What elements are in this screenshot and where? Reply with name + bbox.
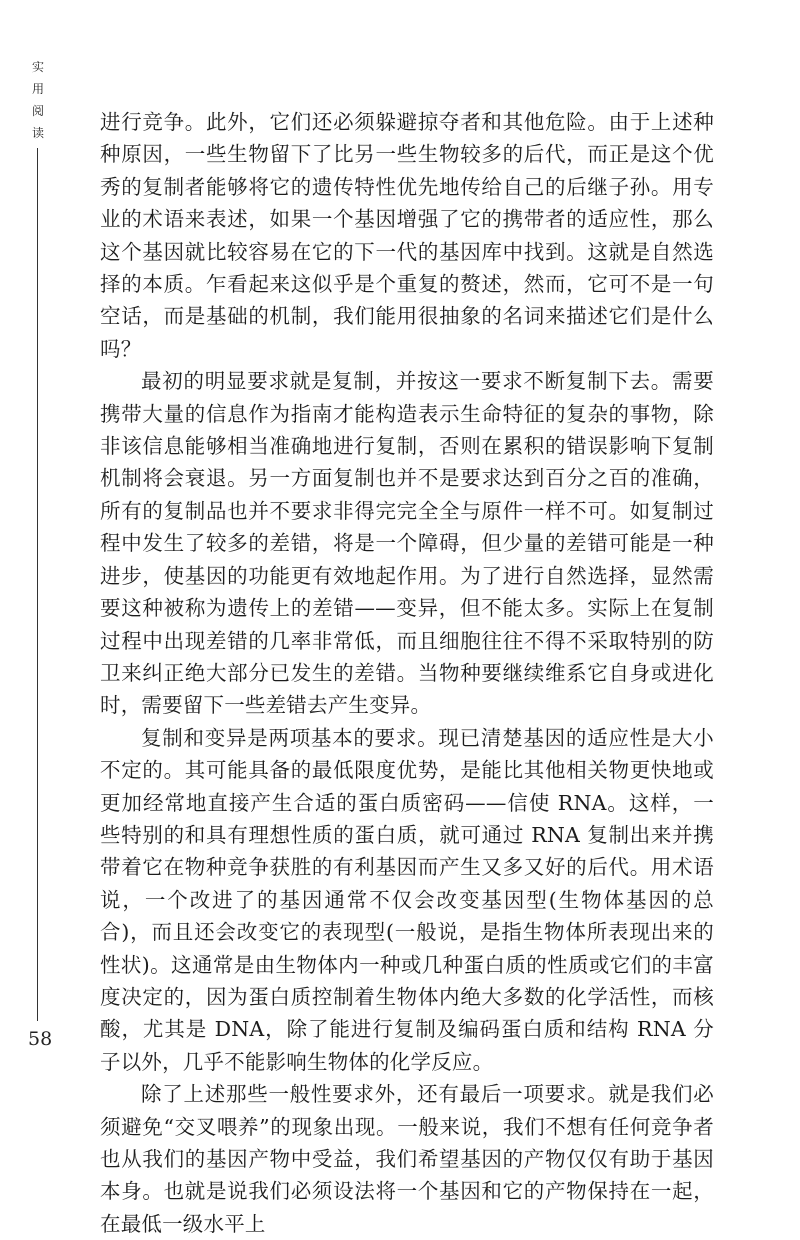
page-body <box>100 106 714 1240</box>
paragraph: 进行竞争。此外，它们还必须躲避掠夺者和其他危险。由于上述种种原因，一些生物留下了比另一些生物较多的后代，而正是这个优秀的复制者能够将它的遗传特性优先地传给自己的后继子孙。用专业的术语来表述，如果一个基因增强了它的携带者的适应性，那么这个基因就比较容易在它的下一代的基因库中找到。这就是自然选择的本质。乍看起来这似乎是个重复的赘述，然而，它可不是一句空话，而是基础的机制，我们能用很抽象的名词来描述它们是什么吗？ <box>100 110 714 361</box>
section-label-char: 实 <box>31 60 44 74</box>
paragraph: 复制和变异是两项基本的要求。现已清楚基因的适应性是大小不定的。其可能具备的最低限度优势，是能比其他相关物更快地或更加经常地直接产生合适的蛋白质密码——信使 RNA。这样，一些特别的和具有理想性质的蛋白质，就可通过 RNA 复制出来并携带着它在物种竞争获胜的有利基因而产生又多又好的后代。用术语说，一个改进了的基因通常不仅会改变基因型(生物体基因的总合)，而且还会改变它的表现型(一般说，是指生物体所表现出来的性状)。这通常是由生物体内一种或几种蛋白质的性质或它们的丰富度决定的，因为蛋白质控制着生物体内绝大多数的化学活性，而核酸，尤其是 DNA，除了能进行复制及编码蛋白质和结构 RNA 分子以外，几乎不能影响生物体的化学反应。 <box>100 725 714 1074</box>
side-rule <box>37 148 38 1021</box>
section-label-char: 阅 <box>31 104 44 118</box>
page-number: 58 <box>28 1028 53 1050</box>
section-label-char: 用 <box>31 82 44 96</box>
section-label-char: 读 <box>31 126 44 140</box>
paragraph: 最初的明显要求就是复制，并按这一要求不断复制下去。需要携带大量的信息作为指南才能构造表示生命特征的复杂的事物，除非该信息能够相当准确地进行复制，否则在累积的错误影响下复制机制将会衰退。另一方面复制也并不是要求达到百分之百的准确，所有的复制品也并不要求非得完完全全与原件一样不可。如复制过程中发生了较多的差错，将是一个障碍，但少量的差错可能是一种进步，使基因的功能更有效地起作用。为了进行自然选择，显然需要这种被称为遗传上的差错——变异，但不能太多。实际上在复制过程中出现差错的几率非常低，而且细胞往往不得不采取特别的防卫来纠正绝大部分已发生的差错。当物种要继续维系它自身或进化时，需要留下一些差错去产生变异。 <box>100 369 714 718</box>
section-label <box>26 56 50 144</box>
paragraph: 除了上述那些一般性要求外，还有最后一项要求。就是我们必须避免“交叉喂养”的现象出现。一般来说，我们不想有任何竞争者也从我们的基因产物中受益，我们希望基因的产物仅仅有助于基因本身。也就是说我们必须设法将一个基因和它的产物保持在一起，在最低一级水平上 <box>100 1082 714 1236</box>
